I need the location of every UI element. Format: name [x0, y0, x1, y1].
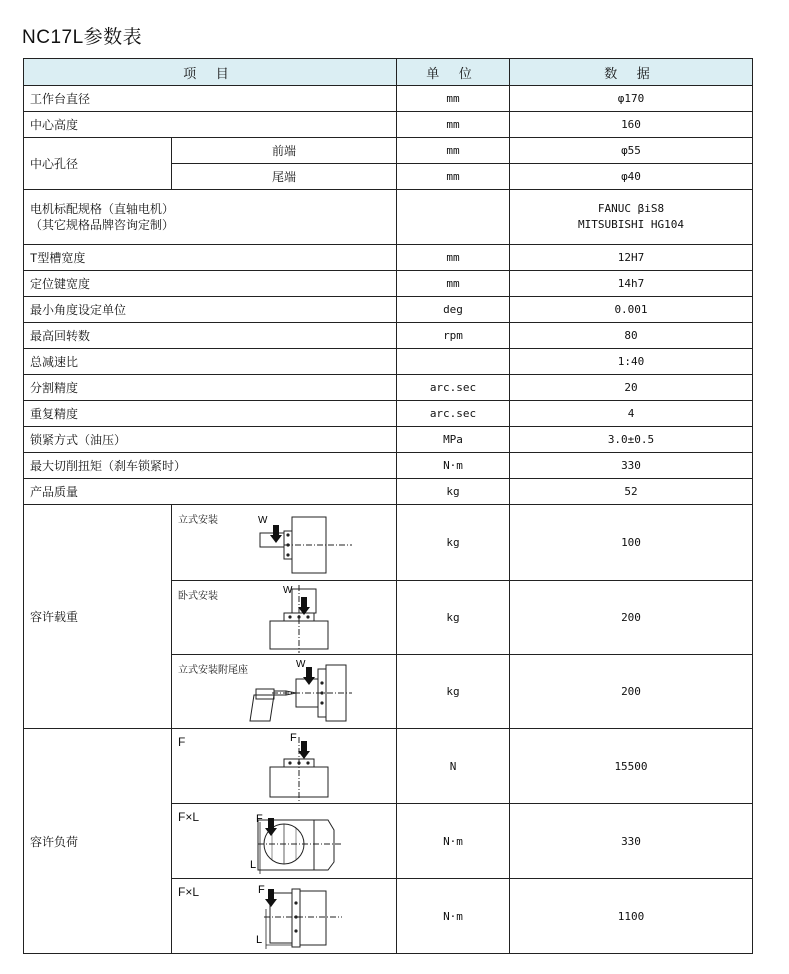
row-value: 15500 — [510, 729, 753, 804]
row-value: 0.001 — [510, 297, 753, 323]
motor-label — [24, 190, 397, 245]
row-unit — [397, 349, 510, 375]
motor-value-line1: FANUC βiS8 — [597, 202, 665, 215]
row-value: φ55 — [510, 138, 753, 164]
load-diagram-cell — [172, 655, 397, 729]
f-label: F — [256, 813, 263, 825]
motor-value-line2: MITSUBISHI HG104 — [578, 218, 684, 231]
row-value: 160 — [510, 112, 753, 138]
row-unit: mm — [397, 112, 510, 138]
header-value: 数 据 — [510, 59, 753, 86]
force-diagram-label: F×L — [178, 885, 200, 899]
row-label: 总减速比 — [24, 349, 397, 375]
moment-side-diagram — [172, 879, 397, 954]
load-diagram-cell — [172, 581, 397, 655]
force-label: 容许负荷 — [24, 729, 172, 954]
row-label: 最小角度设定单位 — [24, 297, 397, 323]
table-row — [24, 349, 753, 375]
l-label: L — [250, 859, 257, 871]
table-row — [24, 297, 753, 323]
row-label: 中心孔径 — [24, 138, 172, 190]
row-unit: kg — [397, 479, 510, 505]
row-value: 330 — [510, 804, 753, 879]
row-value: φ170 — [510, 86, 753, 112]
row-unit: mm — [397, 271, 510, 297]
row-value: 1100 — [510, 879, 753, 954]
table-row — [24, 112, 753, 138]
load-label: 容许载重 — [24, 505, 172, 729]
load-diagram-label: 立式安装 — [178, 515, 218, 526]
load-diagram-label: 立式安装附尾座 — [178, 665, 248, 676]
motor-label-line1: 电机标配规格（直轴电机） — [30, 202, 175, 216]
row-value: 3.0±0.5 — [510, 427, 753, 453]
motor-value — [510, 190, 753, 245]
row-label: T型槽宽度 — [24, 245, 397, 271]
row-label: 锁紧方式（油压） — [24, 427, 397, 453]
table-row — [24, 401, 753, 427]
row-label: 定位键宽度 — [24, 271, 397, 297]
row-unit: arc.sec — [397, 375, 510, 401]
row-unit: mm — [397, 138, 510, 164]
row-value: 52 — [510, 479, 753, 505]
row-value: φ40 — [510, 164, 753, 190]
row-label: 分割精度 — [24, 375, 397, 401]
w-label: W — [258, 515, 268, 526]
force-diagram-cell — [172, 729, 397, 804]
row-value: 14h7 — [510, 271, 753, 297]
row-value: 80 — [510, 323, 753, 349]
f-label: F — [258, 884, 265, 896]
row-value: 4 — [510, 401, 753, 427]
row-unit: N·m — [397, 804, 510, 879]
force-diagram-cell — [172, 804, 397, 879]
row-unit: kg — [397, 655, 510, 729]
row-value: 200 — [510, 655, 753, 729]
table-header-row — [24, 59, 753, 86]
row-label: 产品质量 — [24, 479, 397, 505]
row-unit: deg — [397, 297, 510, 323]
moment-front-diagram — [172, 804, 397, 879]
row-unit: kg — [397, 505, 510, 581]
table-row — [24, 190, 753, 245]
table-row — [24, 427, 753, 453]
vertical-mount-diagram — [172, 505, 397, 581]
row-value: 330 — [510, 453, 753, 479]
header-unit: 单 位 — [397, 59, 510, 86]
header-item: 项 目 — [24, 59, 397, 86]
w-label: W — [296, 659, 306, 670]
axial-force-diagram — [172, 729, 397, 804]
row-value: 12H7 — [510, 245, 753, 271]
row-label: 最高回转数 — [24, 323, 397, 349]
row-label: 最大切削扭矩（刹车锁紧时） — [24, 453, 397, 479]
row-value: 20 — [510, 375, 753, 401]
table-row — [24, 375, 753, 401]
row-unit: kg — [397, 581, 510, 655]
row-unit: N·m — [397, 453, 510, 479]
row-label: 工作台直径 — [24, 86, 397, 112]
row-unit: MPa — [397, 427, 510, 453]
w-label: W — [283, 585, 293, 596]
load-row — [24, 505, 753, 581]
row-sublabel: 尾端 — [172, 164, 397, 190]
horizontal-mount-diagram — [172, 581, 397, 655]
force-diagram-cell — [172, 879, 397, 954]
row-unit: mm — [397, 164, 510, 190]
table-row — [24, 453, 753, 479]
vertical-tailstock-diagram — [172, 655, 397, 729]
table-row — [24, 86, 753, 112]
row-unit: N·m — [397, 879, 510, 954]
load-diagram-cell — [172, 505, 397, 581]
force-row — [24, 729, 753, 804]
row-label: 重复精度 — [24, 401, 397, 427]
l-label: L — [256, 934, 263, 946]
row-value: 100 — [510, 505, 753, 581]
row-label: 中心高度 — [24, 112, 397, 138]
row-unit: arc.sec — [397, 401, 510, 427]
row-value: 200 — [510, 581, 753, 655]
force-diagram-label: F×L — [178, 810, 200, 824]
spec-table — [23, 58, 753, 954]
load-diagram-label: 卧式安装 — [178, 591, 218, 602]
page-title: NC17L参数表 — [22, 27, 143, 48]
row-value: 1:40 — [510, 349, 753, 375]
table-row — [24, 271, 753, 297]
row-unit: N — [397, 729, 510, 804]
table-row — [24, 138, 753, 164]
row-unit: mm — [397, 245, 510, 271]
table-row — [24, 245, 753, 271]
motor-label-line2: （其它规格品牌咨询定制） — [30, 218, 175, 232]
table-row — [24, 479, 753, 505]
f-label: F — [290, 732, 297, 744]
row-unit — [397, 190, 510, 245]
row-unit: rpm — [397, 323, 510, 349]
force-diagram-label: F — [178, 735, 186, 749]
row-unit: mm — [397, 86, 510, 112]
row-sublabel: 前端 — [172, 138, 397, 164]
table-row — [24, 323, 753, 349]
